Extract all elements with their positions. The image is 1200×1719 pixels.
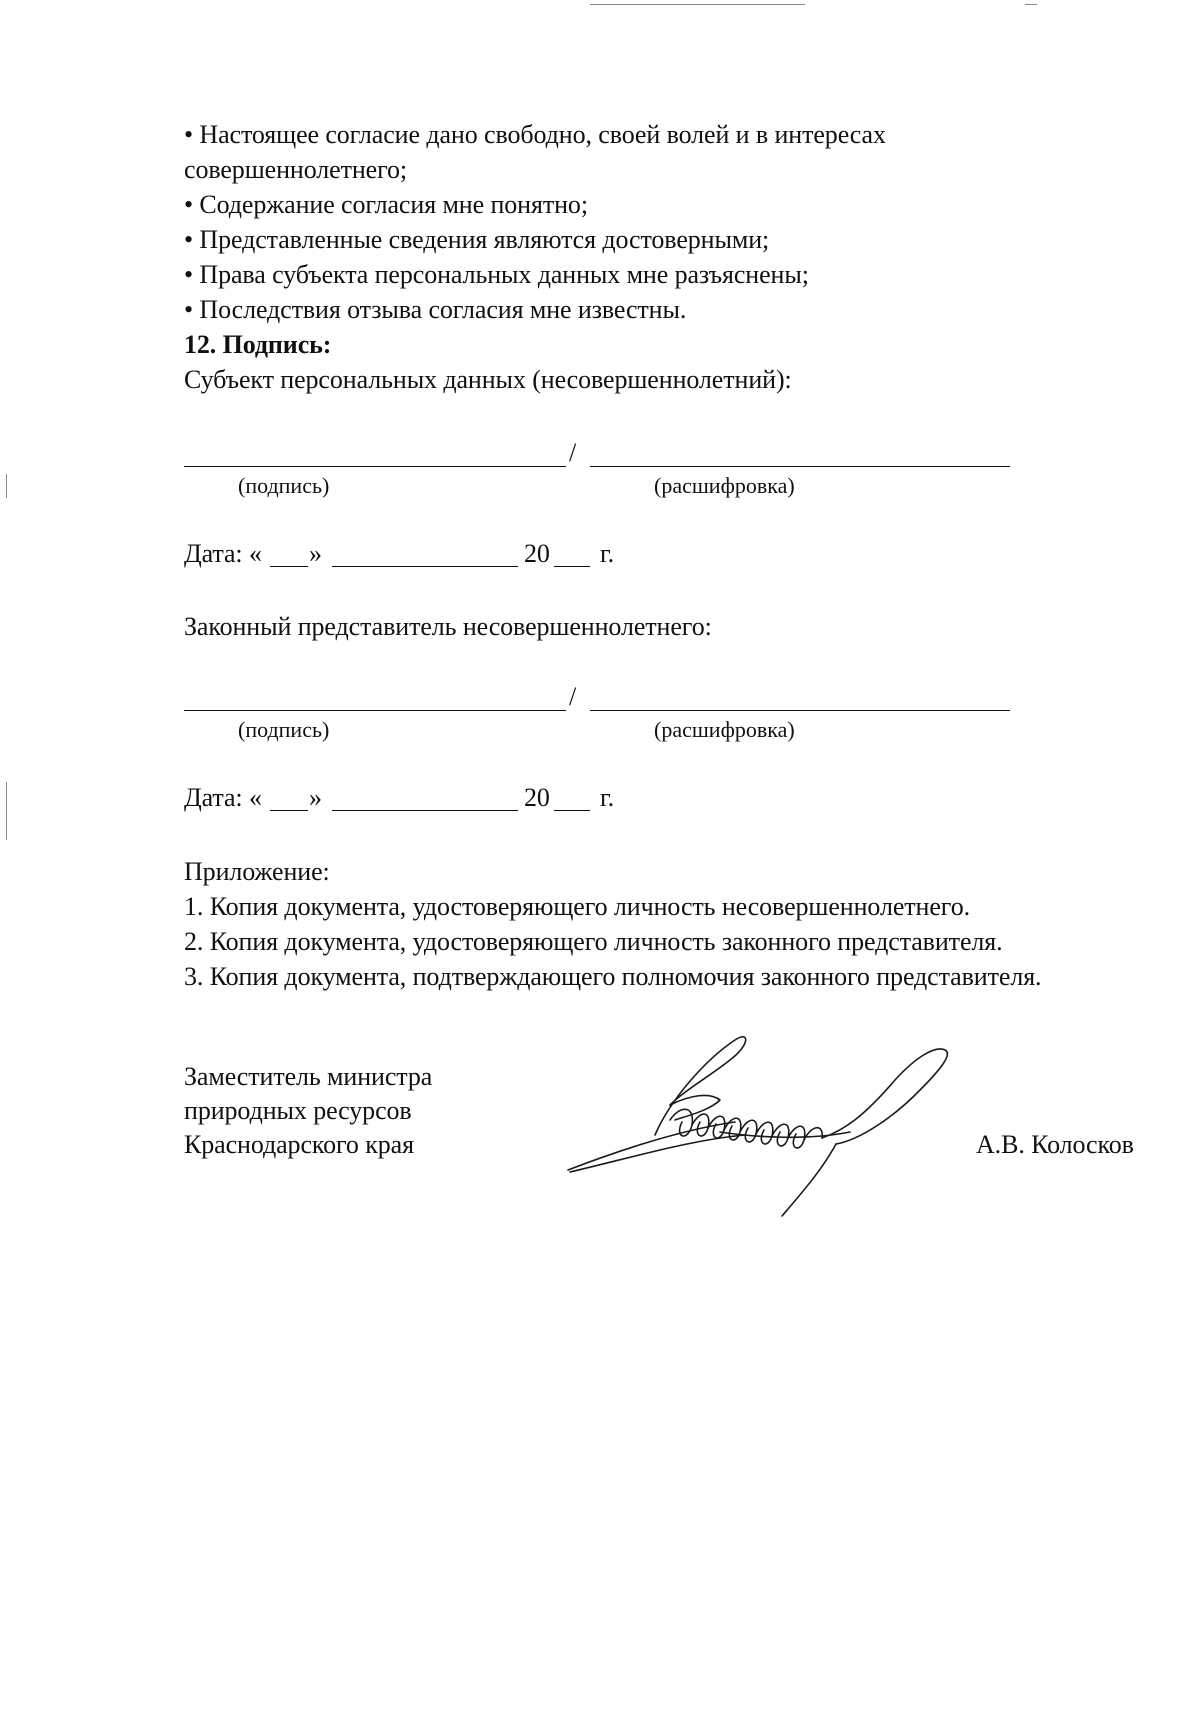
- representative-date-year-line: [554, 810, 590, 811]
- representative-label: Законный представитель несовершеннолетнего:: [184, 612, 712, 641]
- subject-label: Субъект персональных данных (несовершеннолетний):: [184, 365, 792, 394]
- signer-position-line-1: Заместитель министра: [184, 1062, 433, 1091]
- subject-signature-caption: (подпись): [238, 473, 330, 498]
- bullet-consent-free-cont: совершеннолетнего;: [184, 155, 408, 184]
- representative-date-year-suffix: г.: [600, 783, 615, 812]
- scan-mark-top-right: [1025, 4, 1037, 5]
- subject-date-day-line: [270, 566, 308, 567]
- subject-decode-caption: (расшифровка): [654, 473, 795, 498]
- appendix-item-2: 2. Копия документа, удостоверяющего личность законного представителя.: [184, 927, 1003, 956]
- handwritten-signature: [560, 1020, 980, 1220]
- appendix-item-1: 1. Копия документа, удостоверяющего личность несовершеннолетнего.: [184, 892, 971, 921]
- appendix-title: Приложение:: [184, 857, 330, 886]
- signer-position-line-3: Краснодарского края: [184, 1130, 414, 1159]
- representative-date-mid: »: [309, 783, 322, 812]
- scan-mark-left-2: [6, 782, 7, 840]
- bullet-rights-explained: • Права субъекта персональных данных мне разъяснены;: [184, 260, 809, 289]
- subject-slash: /: [569, 438, 577, 467]
- subject-date-year: 20: [524, 539, 550, 568]
- representative-date-prefix: Дата: «: [184, 783, 262, 812]
- subject-date-prefix: Дата: «: [184, 539, 262, 568]
- scan-mark-left: [6, 474, 7, 498]
- subject-date-year-line: [554, 566, 590, 567]
- representative-decode-caption: (расшифровка): [654, 717, 795, 742]
- appendix-item-3: 3. Копия документа, подтверждающего полномочия законного представителя.: [184, 962, 1042, 991]
- bullet-content-clear: • Содержание согласия мне понятно;: [184, 190, 588, 219]
- subject-decode-line: [590, 466, 1010, 467]
- section-title: 12. Подпись:: [184, 330, 332, 359]
- subject-signature-line: [184, 466, 566, 467]
- signer-name: А.В. Колосков: [976, 1130, 1134, 1159]
- representative-signature-line: [184, 710, 566, 711]
- representative-date-year: 20: [524, 783, 550, 812]
- bullet-info-reliable: • Представленные сведения являются достоверными;: [184, 225, 770, 254]
- representative-slash: /: [569, 682, 577, 711]
- subject-date-month-line: [332, 566, 518, 567]
- subject-date-year-suffix: г.: [600, 539, 615, 568]
- signer-position-line-2: природных ресурсов: [184, 1096, 412, 1125]
- representative-signature-caption: (подпись): [238, 717, 330, 742]
- bullet-consent-free: • Настоящее согласие дано свободно, своей волей и в интересах: [184, 120, 886, 149]
- bullet-withdrawal-known: • Последствия отзыва согласия мне известны.: [184, 295, 687, 324]
- representative-date-month-line: [332, 810, 518, 811]
- scan-mark-top: [590, 4, 805, 5]
- representative-decode-line: [590, 710, 1010, 711]
- subject-date-mid: »: [309, 539, 322, 568]
- representative-date-day-line: [270, 810, 308, 811]
